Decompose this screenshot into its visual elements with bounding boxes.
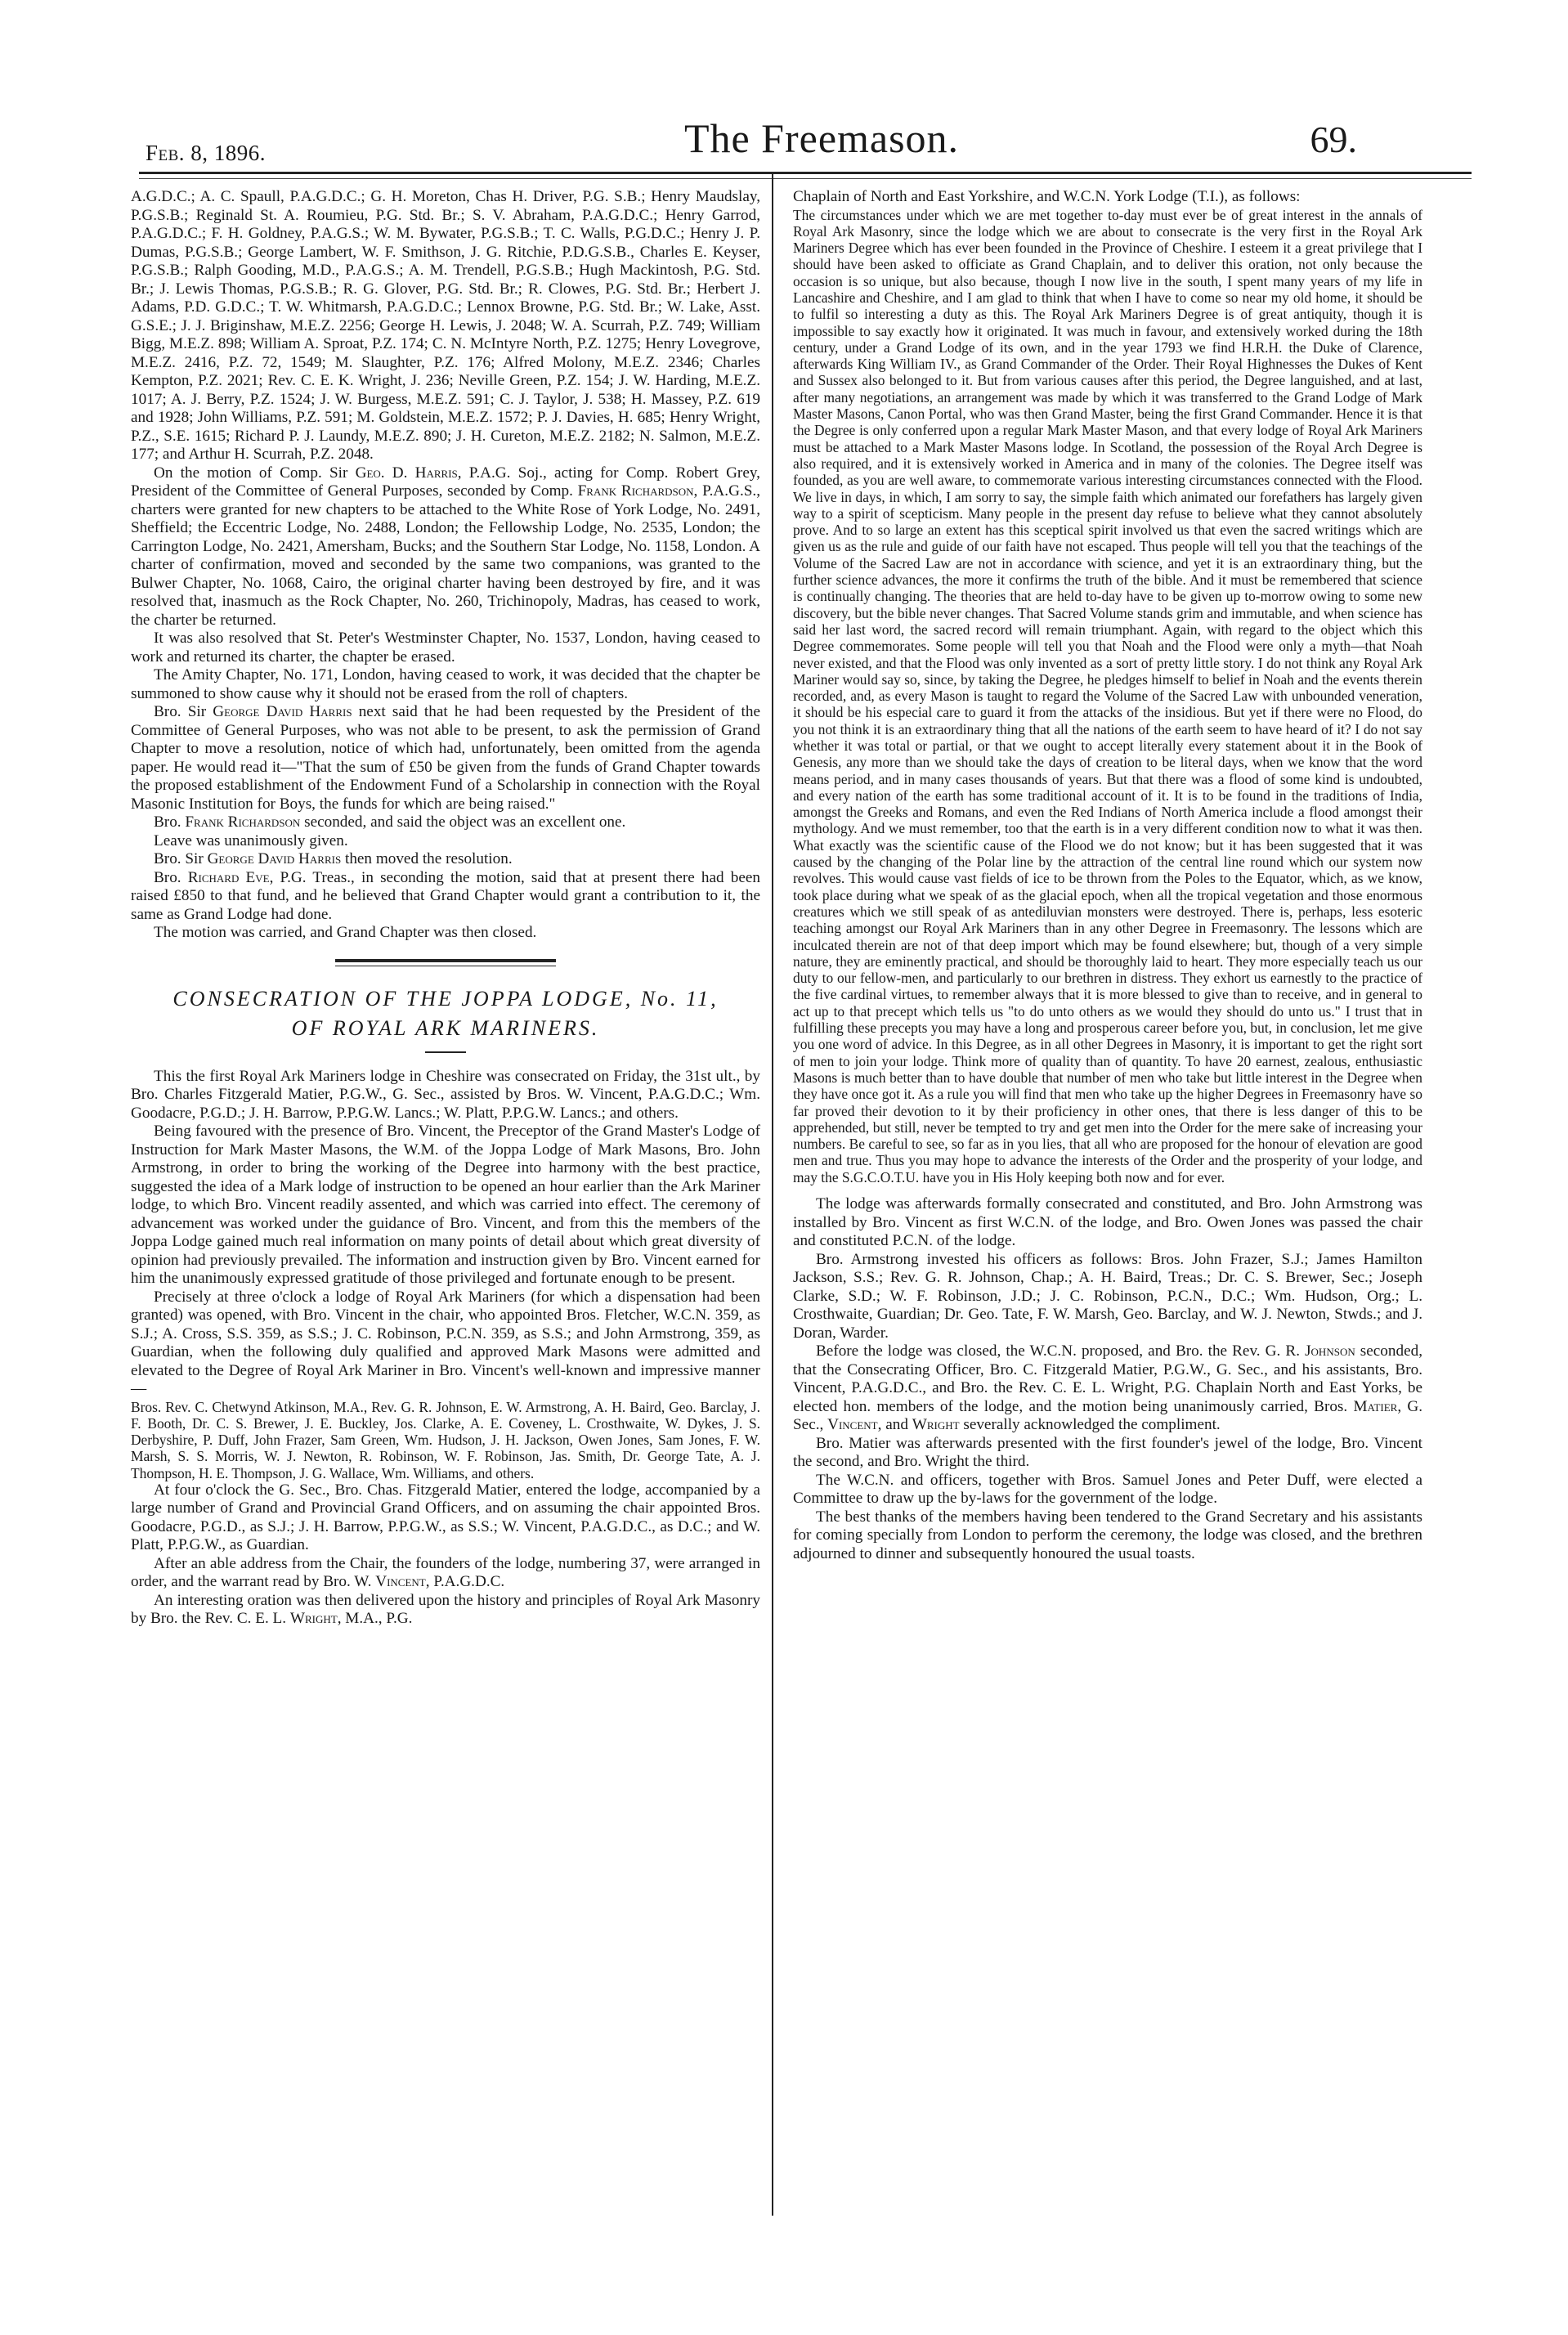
st-peters-paragraph: It was also resolved that St. Peter's Westminster Chapter, No. 1537, London, having ceased to work and returned its charter, the chapter be erased. [131, 630, 760, 666]
closed-paragraph: The motion was carried, and Grand Chapter was then closed. [154, 924, 537, 941]
brethren-list: Bros. Rev. C. Chetwynd Atkinson, M.A., Rev. G. R. Johnson, E. W. Armstrong, A. H. Baird, Geo. Barclay, J. F. Booth, Dr. C. S. Brewer, J. E. Buckley, Jos. Clarke, A. E. Coveney, L. Crosthwaite, W. Dykes, J. S. Derbyshire, P. Duff, John Frazer, Sam Green, Wm. Hudson, J. H. Jackson, Owen Jones, Sam Jones, F. W. Marsh, S. S. Morris, W. J. Newton, R. Robinson, W. F. Robinson, Jas. Smith, Dr. George Tate, A. J. Thompson, H. E. Thompson, J. G. Wallace, Wm. Williams, and others. [131, 1398, 760, 1481]
article-heading-line-2: OF ROYAL ARK MARINERS. [291, 1015, 600, 1040]
oration-intro-paragraph: An interesting oration was then delivered upon the history and principles of Royal Ark Masonry by Bro. the Rev. C. E. L. Wright, M.A., P.G. [131, 1591, 760, 1628]
heading-short-rule [425, 1051, 466, 1053]
committee-paragraph: The W.C.N. and officers, together with Bros. Samuel Jones and Peter Duff, were elected a Committee to draw up the by-laws for the government of the lodge. [793, 1471, 1422, 1508]
right-column [793, 188, 1422, 1563]
four-oclock-paragraph: At four o'clock the G. Sec., Bro. Chas. Fitzgerald Matier, entered the lodge, accompanied by a large number of Grand and Provincial Grand Officers, and on assuming the chair appointed Bros. Goodacre, P.G.D., as S.J.; J. H. Barrow, P.P.G.W., as S.S.; W. Vincent, P.A.G.D.C., as D.C.; and W. Platt, P.P.G.W., as Guardian. [131, 1481, 760, 1554]
oration-text: The circumstances under which we are met together to-day must ever be of great interest in the annals of Royal Ark Masonry, since the lodge which we are about to consecrate is the very first in the Royal Ark Mariners Degree which has ever been founded in the Province of Cheshire. I esteem it a great privilege that I should have been asked to officiate as Grand Chaplain, and to deliver this oration, not only because the occasion is so unique, but also because, though I now live in the south, I spent many years of my life in Lancashire and Cheshire, and I am glad to think that when I have to come so near my old home, it should be to fulfil so interesting a duty as this. The Royal Ark Mariners Degree is of great antiquity, though it is impossible to say exactly how it originated. It was much in favour, and extensively worked during the 18th century, under a Grand Lodge of its own, and in the year 1793 we find H.R.H. the Duke of Clarence, afterwards King William IV., as Grand Commander of the Order. Their Royal Highnesses the Dukes of Kent and Sussex also belonged to it. But from various causes after this period, the Degree languished, and at last, after many negotiations, an arrangement was made by which it was transferred to the Grand Lodge of Mark Master Masons, Canon Portal, who was then Grand Master, being the first Grand Commander. Hence it is that the Degree is only conferred upon a regular Mark Master Mason, and that every lodge of Royal Ark Mariners must be attached to a Mark Master Masons lodge. In Scotland, the possession of the Royal Arch Degree is also required, and it is extensively worked in America and in many of the colonies. The Degree itself was founded, as you are well aware, to commemorate various interesting circumstances connected with the Flood. We live in days, in which, I am sorry to say, the simple faith which animated our forefathers has largely given way to a spirit of scepticism. Many people in the present day refuse to believe what they cannot absolutely prove. And to so large an extent has this sceptical spirit involved us that even the sacred writings which are given us as the rule and guide of our faith have not escaped. Thus people will tell you that the teachings of the Volume of the Sacred Law are not in accordance with science, and yet it is an extraordinary thing, but the further science advances, the more it confirms the truth of the bible. And it must be remembered that science is continually changing. The theories that are held to-day have to be given up to-morrow owing to some new discovery, but the bible never changes. That Sacred Volume stands grim and immutable, and when science has said her last word, the sacred record will remain triumphant. Again, with regard to the object which this Degree commemorates. Some people will tell you that Noah and the Flood were only a myth—that Noah never existed, and that the Flood was only invented as a sort of pretty little story. I do not think any Royal Ark Mariner would say so, since, by taking the Degree, he pledges himself to belief in Noah and the events therein recorded, and, as every Mason is taught to regard the Volume of the Sacred Law with unbounded veneration, it should be his especial care to guard it from the attacks of the insidious. But yet if there were no Flood, do you not think it is an extraordinary thing that all the nations of the earth seem to have heard of it? I do not say whether it was total or partial, or that we ought to accept literally every statement about it in the Book of Genesis, any more than we should take the days of creation to be literal days, when we know that the word means period, and in many cases thousands of years. But that there was a flood of some kind is undoubted, and every nation of the earth has some traditional account of it. It is to be found in the traditions of India, amongst the Greeks and Romans, and even the Red Indians of North America include a flood amongst their mythology. And we must remember, too that the earth is in a very different condition now to what it was then. What exactly was the scientific cause of the Flood we do not know; but it has been suggested that it was caused by the changing of the Polar line by the attraction of the central line round which our system now revolves. This would cause vast fields of ice to be thrown from the Poles to the Equator, which, as we know, took place during what we speak of as the glacial epoch, when all the tropical vegetation and those enormous creatures which we still speak of as antediluvian monsters were destroyed. There is, perhaps, less esoteric teaching amongst our Royal Ark Mariners than in any other Degree in Freemasonry. The lessons which are inculcated therein are not of that deep import which may be found elsewhere; but, though of a very simple nature, they are eminently practical, and should be thoroughly laid to heart. They more especially teach us our duty to our fellow-men, and particularly to our brethren in distress. They exhort us earnestly to the practice of the five cardinal virtues, to remember always that it is more blessed to give than to receive, and in general to act up to that precept which tells us "to do unto others as we would they should do unto us." I trust that in fulfilling these precepts you may have a long and prosperous career before you, but, in conclusion, let me give you one word of advice. In this Degree, as in all other Degrees in Masonry, it is important to get the right sort of men to join your lodge. Think more of quality than of quantity. To have 20 earnest, zealous, enthusiastic Masons is much better than to have double that number of men who take but little interest in the Degree when they have once got it. As a rule you will find that men who take up the higher Degrees in Freemasonry have so far proved their devotion to it by their proficiency in other ones, that there is less danger of this to be apprehended, but still, never be tempted to try and get men into the Order for the mere sake of increasing your numbers. Be careful to see, so far as in you lies, that all who are proposed for the honour of elevation are good men and true. Thus you may hope to advance the interests of the Order and the prosperity of your lodge, and may the S.G.C.O.T.U. have you in His Holy keeping both now and for ever. [793, 206, 1422, 1185]
first-lodge-paragraph: This the first Royal Ark Mariners lodge in Cheshire was consecrated on Friday, the 31st ult., by Bro. Charles Fitzgerald Matier, P.G.W., G. Sec., assisted by Bros. W. Vincent, P.A.G.D.C.; Wm. Goodacre, P.G.D.; J. H. Barrow, P.P.G.W. Lancs.; W. Platt, P.P.G.W. Lancs.; and others. [131, 1067, 760, 1122]
amity-chapter-paragraph: The Amity Chapter, No. 171, London, having ceased to work, it was decided that the chapter be summoned to show cause why it should not be erased from the roll of chapters. [131, 666, 760, 702]
header-rule-thin [139, 178, 1472, 179]
chaplain-paragraph: Chaplain of North and East Yorkshire, and W.C.N. York Lodge (T.I.), as follows: [793, 188, 1301, 205]
page-number: 69. [1310, 119, 1357, 160]
jewel-paragraph: Bro. Matier was afterwards presented with the first founder's jewel of the lodge, Bro. Vincent the second, and Bro. Wright the third. [793, 1434, 1422, 1471]
richardson-paragraph: Bro. Frank Richardson seconded, and said the object was an excellent one. [154, 813, 626, 831]
harris-request-paragraph: Bro. Sir George David Harris next said that he had been requested by the President of the Committee of General Purposes, who was not able to be present, to ask the permission of Grand Chapter to move a resolution, notice of which had, unfortunately, been omitted from the agenda paper. He would read it—"That the sum of £50 be given from the funds of Grand Chapter towards the proposed establishment of the Endowment Fund of a Scholarship in connection with the Royal Masonic Institution for Boys, the funds for which are being raised." [131, 703, 760, 813]
article-heading-line-1: CONSECRATION OF THE JOPPA LODGE, No. 11, [172, 986, 719, 1011]
newspaper-title-text: The Freemason. [683, 115, 960, 161]
eve-paragraph: Bro. Richard Eve, P.G. Treas., in seconding the motion, said that at present there had been raised £850 to that fund, and he believed that Grand Chapter would grant a contribution to it, the same as Grand Lodge had done. [131, 868, 761, 923]
consecrated-paragraph: The lodge was afterwards formally consecrated and constituted, and Bro. John Armstrong was installed by Bro. Vincent as first W.C.N. of the lodge, and Bro. Owen Jones was passed the chair and constituted P.C.N. of the lodge. [793, 1195, 1422, 1250]
thanks-paragraph: The best thanks of the members having been tendered to the Grand Secretary and his assistants for coming specially from London to perform the ceremony, the lodge was closed, and the brethren adjourned to dinner and subsequently honoured the usual toasts. [793, 1508, 1422, 1562]
header-rule-thick [139, 172, 1472, 174]
before-closed-paragraph: Before the lodge was closed, the W.C.N. proposed, and Bro. the Rev. G. R. Johnson seconded, that the Consecrating Officer, Bro. C. Fitzgerald Matier, P.G.W., G. Sec., and his assistants, Bro. Vincent, P.A.G.D.C., and Bro. the Rev. C. E. L. Wright, P.G. Chaplain North and East Yorks, be elected hon. members of the lodge, and the motion being unanimously carried, Bros. Matier, G. Sec., Vincent, and Wright severally acknowledged the compliment. [793, 1342, 1423, 1434]
masthead [139, 106, 1472, 188]
favoured-paragraph: Being favoured with the presence of Bro. Vincent, the Preceptor of the Grand Master's Lodge of Instruction for Mark Master Masons, the W.M. of the Joppa Lodge of Mark Masons, Bro. John Armstrong, in order to bring the working of the Degree into harmony with the best practice, suggested the idea of a Mark lodge of instruction to be opened an hour earlier than the Ark Mariner lodge, to which Bro. Vincent readily assented, and which was carried into effect. The ceremony of advancement was worked under the guidance of Bro. Vincent, and from this the members of the Joppa Lodge gained much real information on many points of detail about which great diversity of opinion had previously prevailed. The information and instruction given by Bro. Vincent earned for him the unanimously expressed gratitude of those privileged and fortunate enough to be present. [131, 1123, 760, 1287]
issue-date: Feb. 8, 1896. [146, 141, 267, 165]
able-address-paragraph: After an able address from the Chair, the founders of the lodge, numbering 37, were arranged in order, and the warrant read by Bro. W. Vincent, P.A.G.D.C. [131, 1554, 760, 1591]
newspaper-title [139, 114, 1472, 162]
motion-paragraph: On the motion of Comp. Sir Geo. D. Harris, P.A.G. Soj., acting for Comp. Robert Grey, President of the Committee of General Purposes, seconded by Comp. Frank Richardson, P.A.G.S., charters were granted for new chapters to be attached to the White Rose of York Lodge, No. 2491, Sheffield; the Eccentric Lodge, No. 2488, London; the Fellowship Lodge, No. 2535, London; the Carrington Lodge, No. 2421, Amersham, Bucks; and the Southern Star Lodge, No. 1158, London. A charter of confirmation, moved and seconded by the same two companions, was granted to the Bulwer Chapter, No. 1068, Cairo, the original charter having been destroyed by fire, and it was resolved that, inasmuch as the Rock Chapter, No. 260, Trichinopoly, Madras, has ceased to work, the charter be returned. [131, 464, 761, 629]
section-rule-thick [335, 959, 556, 962]
left-column [131, 188, 760, 1629]
moved-paragraph: Bro. Sir George David Harris then moved the resolution. [154, 850, 513, 867]
column-divider [772, 172, 773, 2216]
leave-paragraph: Leave was unanimously given. [154, 831, 348, 849]
article-heading [131, 984, 760, 1043]
officers-names-paragraph: A.G.D.C.; A. C. Spaull, P.A.G.D.C.; G. H. Moreton, Chas H. Driver, P.G. S.B.; Henry Maudslay, P.G.S.B.; Reginald St. A. Roumieu, P.G. Std. Br.; S. V. Abraham, P.A.G.D.C.; Henry Garrod, P.A.G.D.C.; F. H. Goldney, P.A.G.S.; W. M. Bywater, P.G.S.B.; T. C. Walls, P.G.D.C.; Henry J. P. Dumas, P.G.S.B.; George Lambert, W. F. Smithson, J. G. Ritchie, P.D.G.S.B., Charles E. Keyser, P.G.S.B.; Ralph Gooding, M.D., P.A.G.S.; A. M. Trendell, P.G.S.B.; Hugh Mackintosh, P.G. Std. Br.; J. Lewis Thomas, P.G.S.B.; R. G. Glover, P.G. Std. Br.; R. Clowes, P.G. Std. Br.; Herbert J. Adams, P.D. G.D.C.; T. W. Whitmarsh, P.A.G.D.C.; Lennox Browne, P.G. Std. Br.; W. Lake, Asst. G.S.E.; J. J. Briginshaw, M.E.Z. 2256; George H. Lewis, J. 2048; W. A. Scurrah, P.Z. 749; William Bigg, M.E.Z. 898; William A. Sproat, P.Z. 174; C. N. McIntyre North, P.Z. 1275; Henry Lovegrove, M.E.Z. 2416, P.Z. 72, 1549; M. Slaughter, P.Z. 176; Alfred Molony, M.E.Z. 2346; Charles Kempton, P.Z. 2021; Rev. C. E. K. Wright, J. 236; Neville Green, P.Z. 154; J. W. Harding, M.E.Z. 1017; A. J. Berry, P.Z. 1524; J. W. Burgess, M.E.Z. 591; C. J. Taylor, J. 538; H. Massey, P.Z. 619 and 1928; John Williams, P.Z. 591; M. Goldstein, M.E.Z. 1572; P. J. Davies, H. 685; Henry Wright, P.Z., S.E. 1615; Richard P. J. Laundy, M.E.Z. 890; J. H. Cureton, M.E.Z. 2182; N. Salmon, M.E.Z. 177; and Arthur H. Scurrah, P.Z. 2048. [131, 188, 760, 463]
invested-officers-paragraph: Bro. Armstrong invested his officers as follows: Bros. John Frazer, S.J.; James Hamilton Jackson, S.S.; Rev. G. R. Johnson, Chap.; A. H. Baird, Treas.; Dr. C. S. Brewer, Sec.; Joseph Clarke, S.D.; W. F. Robinson, J.D.; J. C. Robinson, P.C.N., D.C.; Wm. Hudson, Org.; L. Crosthwaite, Guardian; Dr. Geo. Tate, F. W. Marsh, Geo. Barclay, and W. J. Newton, Stwds.; and J. Doran, Warder. [793, 1250, 1422, 1342]
three-oclock-paragraph: Precisely at three o'clock a lodge of Royal Ark Mariners (for which a dispensation had been granted) was opened, with Bro. Vincent in the chair, who appointed Bros. Fletcher, W.C.N. 359, as S.J.; A. Cross, S.S. 359, as S.S.; J. C. Robinson, P.C.N. 359, as S.S.; and John Armstrong, 359, as Guardian, when the following duly qualified and approved Mark Masons were admitted and elevated to the Degree of Royal Ark Mariner in Bro. Vincent's well-known and impressive manner— [131, 1288, 760, 1397]
